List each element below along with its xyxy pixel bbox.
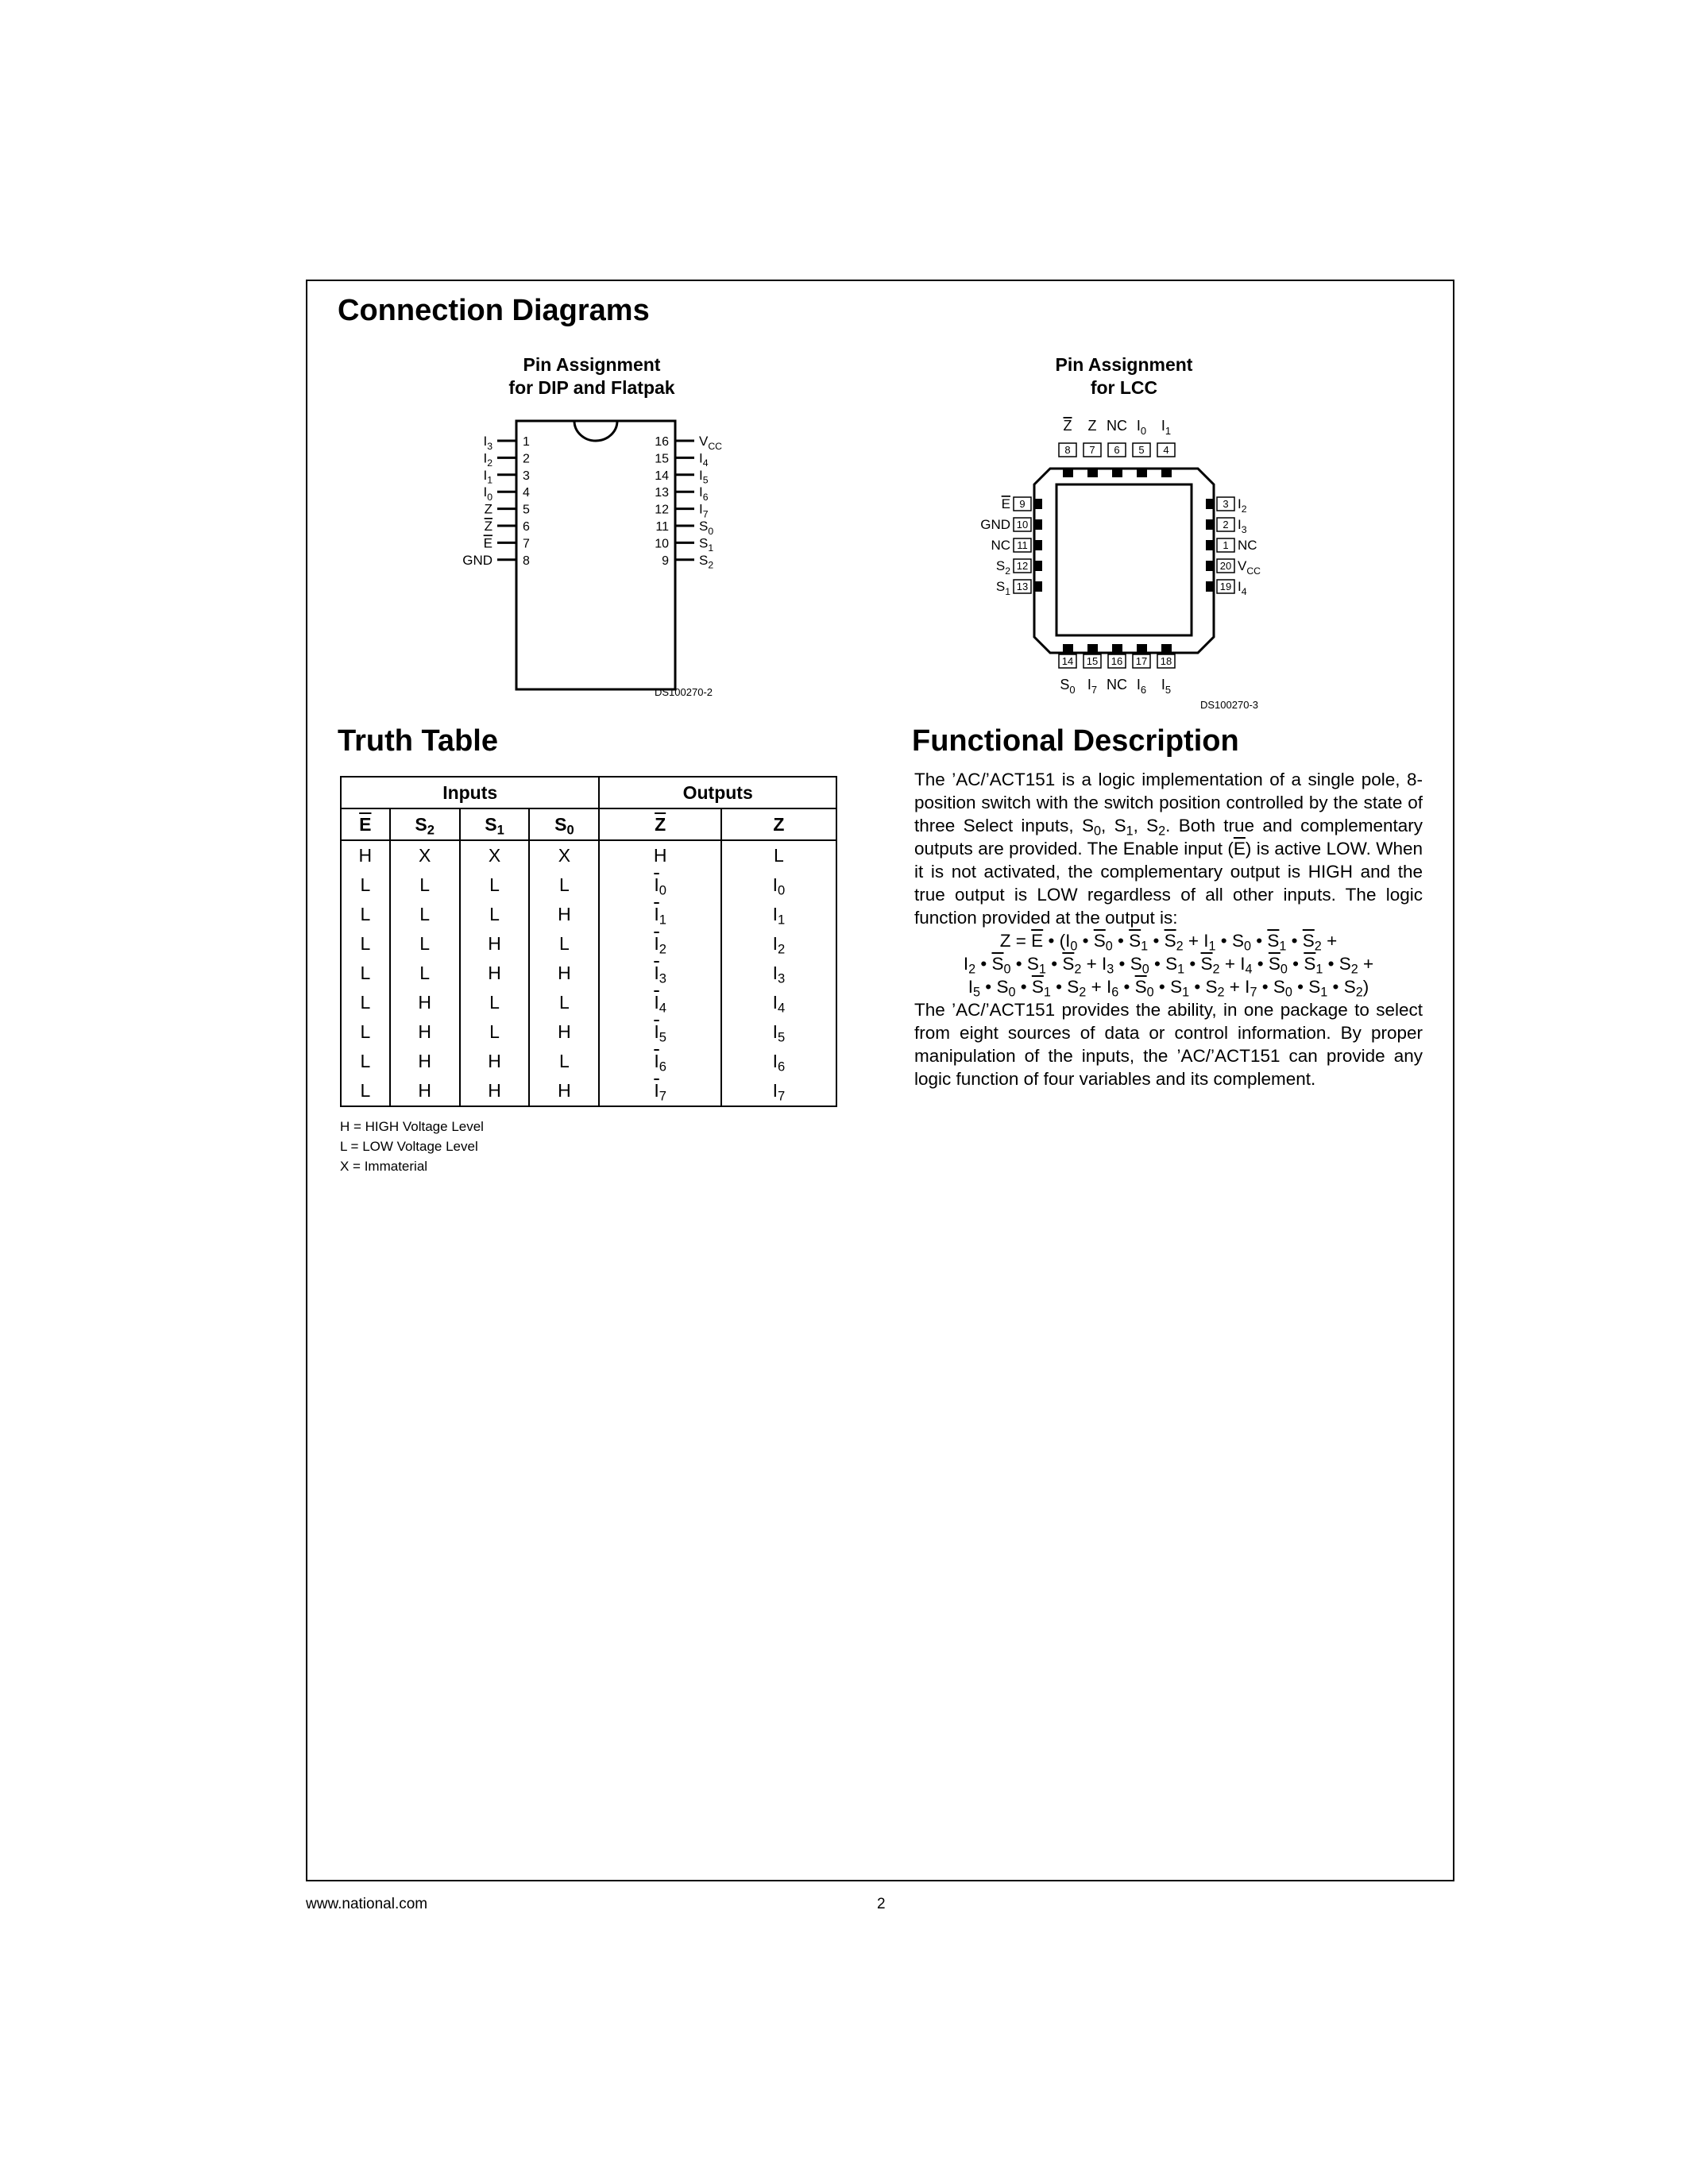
table-cell: L: [341, 1017, 390, 1047]
table-row: [341, 840, 836, 870]
lcc-pin-number: 16: [1111, 655, 1123, 667]
dip-pin-number: 6: [523, 520, 530, 534]
lcc-pin-label: $V_{CC}$: [1238, 558, 1261, 577]
lcc-pad: [1112, 644, 1122, 653]
lcc-pin-number: 19: [1219, 581, 1232, 592]
table-cell: $\overline{I}_1$: [599, 900, 721, 929]
lcc-pin-label: $I_7$: [1087, 677, 1098, 696]
lcc-pin-label: $I_3$: [1238, 517, 1247, 535]
lcc-pin-label: $S_1$: [995, 579, 1010, 597]
table-cell: X: [390, 840, 460, 870]
table-cell: H: [390, 988, 460, 1017]
table-cell: L: [341, 900, 390, 929]
lcc-pin-label: $I_4$: [1238, 579, 1247, 597]
table-cell: H: [529, 1017, 599, 1047]
functional-description-heading: Functional Description: [912, 724, 1239, 758]
dip-caption: [461, 353, 723, 399]
table-cell: $I_5$: [721, 1017, 836, 1047]
lcc-pin-number: 11: [1017, 539, 1028, 551]
functional-description: [914, 768, 1423, 1090]
lcc-pin-number: 6: [1114, 444, 1120, 456]
table-cell: H: [529, 900, 599, 929]
truth-table: [340, 776, 837, 1107]
table-cell: H: [460, 1076, 530, 1106]
dip-pin-label: $S_0$: [699, 519, 714, 537]
dip-pin-label: $V_{CC}$: [699, 434, 723, 452]
lcc-pin-label: E: [1001, 496, 1010, 511]
lcc-pin-number: 4: [1163, 444, 1169, 456]
table-cell: $I_0$: [721, 870, 836, 900]
table-cell: L: [460, 1017, 530, 1047]
dip-pin-label: Z: [484, 519, 492, 534]
lcc-pin-label: $I_0$: [1136, 418, 1147, 438]
lcc-pad: [1206, 540, 1214, 550]
table-cell: H: [390, 1047, 460, 1076]
equation-line: $I_5$ • $S_0$ • $\overline{S}_1$ • $S_2 + I_6$ • $\overline{S}_0$ • $S_1$ • $S_2 + I_7$ • $S_0$ • $S_1$ • $S_2$): [968, 977, 1369, 1000]
lcc-pad: [1063, 644, 1073, 653]
dip-pin-label: $I_3$: [483, 434, 492, 452]
table-cell: H: [460, 929, 530, 959]
table-cell: $I_3$: [721, 959, 836, 988]
table-cell: $\overline{I}_7$: [599, 1076, 721, 1106]
table-cell: $\overline{I}_2$: [599, 929, 721, 959]
logic-equation: [914, 929, 1423, 998]
lcc-pin-label: GND: [980, 517, 1010, 532]
lcc-pad: [1206, 561, 1214, 571]
lcc-pad: [1034, 540, 1042, 550]
dip-pin-label: $I_4$: [699, 450, 709, 469]
truth-table-heading: Truth Table: [338, 724, 498, 758]
table-cell: L: [341, 870, 390, 900]
dip-pin-label: $S_1$: [699, 535, 714, 554]
dip-pin-number: 4: [523, 486, 530, 500]
table-row: [341, 1047, 836, 1076]
page-number: 2: [877, 1896, 886, 1912]
table-cell: L: [341, 988, 390, 1017]
lcc-pin-label: $I_2$: [1238, 496, 1247, 515]
table-row: [341, 988, 836, 1017]
dip-caption-line1: Pin Assignment: [523, 354, 661, 375]
outputs-group-header: Outputs: [599, 777, 836, 808]
equation-line: $Z = \overline{E}$ • ($I_0$ • $\overline{S}_0$ • $\overline{S}_1$ • $\overline{S}_2 + I_1$ • $S_0$ • $\overline{S}_1$ • $\overline{S}_2$ +: [999, 931, 1338, 954]
table-cell: L: [390, 870, 460, 900]
lcc-figure-ref: DS100270-3: [1200, 699, 1258, 711]
lcc-pin-label: $I_1$: [1161, 418, 1172, 438]
lcc-pad: [1206, 499, 1214, 509]
table-cell: $I_6$: [721, 1047, 836, 1076]
lcc-pad: [1206, 519, 1214, 530]
lcc-pin-number: 12: [1016, 560, 1029, 572]
table-cell: H: [460, 959, 530, 988]
lcc-pad: [1087, 469, 1098, 477]
lcc-pad: [1034, 519, 1042, 530]
legend-immaterial: X = Immaterial: [340, 1159, 428, 1174]
lcc-pin-number: 1: [1223, 539, 1229, 551]
dip-pin-number: 11: [655, 520, 669, 534]
dip-pin-number: 1: [523, 435, 530, 449]
dip-figure-ref: DS100270-2: [655, 686, 713, 698]
table-cell: L: [341, 959, 390, 988]
dip-package-diagram: [445, 413, 747, 691]
table-row: [341, 1017, 836, 1047]
table-cell: H: [529, 959, 599, 988]
lcc-caption-line2: for LCC: [1090, 377, 1158, 398]
lcc-pad: [1034, 581, 1042, 592]
lcc-pin-number: 5: [1138, 444, 1145, 456]
dip-caption-line2: for DIP and Flatpak: [508, 377, 675, 398]
table-row: [341, 929, 836, 959]
dip-pin-label: $I_1$: [483, 467, 492, 486]
dip-body: [516, 421, 675, 689]
lcc-pin-number: 8: [1064, 444, 1071, 456]
table-cell: L: [721, 840, 836, 870]
lcc-pin-number: 17: [1135, 655, 1148, 667]
table-row: [341, 959, 836, 988]
lcc-package-diagram: [953, 405, 1287, 699]
dip-pin-label: $I_2$: [483, 450, 492, 469]
table-cell: $\overline{I}_4$: [599, 988, 721, 1017]
dip-pin-number: 15: [655, 452, 669, 466]
table-cell: L: [529, 870, 599, 900]
lcc-pin-label: Z: [1087, 418, 1097, 434]
lcc-pin-label: Z: [1063, 418, 1072, 434]
lcc-pin-number: 20: [1219, 560, 1232, 572]
table-cell: $I_2$: [721, 929, 836, 959]
dip-pin-number: 8: [523, 554, 530, 568]
dip-pin-number: 3: [523, 469, 530, 483]
table-cell: H: [390, 1076, 460, 1106]
table-cell: L: [341, 1047, 390, 1076]
table-cell: L: [529, 988, 599, 1017]
lcc-pin-label: NC: [1107, 418, 1127, 434]
lcc-pad: [1137, 644, 1147, 653]
table-row: [341, 1076, 836, 1106]
table-cell: L: [341, 1076, 390, 1106]
lcc-pin-number: 2: [1223, 519, 1229, 531]
lcc-pad: [1034, 561, 1042, 571]
table-cell: H: [341, 840, 390, 870]
table-cell: $\overline{I}_6$: [599, 1047, 721, 1076]
dip-pin-label: Z: [484, 501, 492, 517]
functional-para-2: The ’AC/’ACT151 provides the ability, in one package to select from eight sources of data or control information. By proper manipulation of the inputs, the ’AC/’ACT151 can provide any logic function of four variables and its complement.: [914, 1000, 1423, 1089]
dip-pin-number: 9: [662, 554, 669, 568]
lcc-die-cavity: [1056, 484, 1192, 635]
table-cell: $\overline{I}_5$: [599, 1017, 721, 1047]
table-cell: $I_1$: [721, 900, 836, 929]
table-cell: $\overline{I}_0$: [599, 870, 721, 900]
dip-pin-label: $I_7$: [699, 501, 709, 520]
lcc-body: [1034, 469, 1214, 653]
lcc-pin-number: 14: [1061, 655, 1074, 667]
lcc-caption-line1: Pin Assignment: [1055, 354, 1193, 375]
table-cell: $I_4$: [721, 988, 836, 1017]
dip-pin-number: 14: [655, 469, 669, 483]
equation-line: $I_2$ • $\overline{S}_0$ • $S_1$ • $\overline{S}_2 + I_3$ • $S_0$ • $S_1$ • $\overline{S}_2 + I_4$ • $\overline{S}_0$ • $\overline{S}_1$ • $S_2$ +: [963, 954, 1374, 977]
table-cell: L: [460, 870, 530, 900]
table-cell: L: [529, 1047, 599, 1076]
truth-table-legend: [340, 1117, 484, 1176]
table-cell: X: [460, 840, 530, 870]
connection-diagrams-heading: Connection Diagrams: [338, 294, 650, 327]
lcc-pad: [1112, 469, 1122, 477]
dip-notch: [574, 421, 617, 441]
dip-pin-number: 5: [523, 503, 530, 517]
column-header: Z: [721, 808, 836, 840]
footer-url[interactable]: www.national.com: [306, 1896, 428, 1912]
table-cell: L: [341, 929, 390, 959]
legend-low: L = LOW Voltage Level: [340, 1139, 478, 1154]
functional-para-1: The ’AC/’ACT151 is a logic implementation of a single pole, 8-position switch with the switch position controlled by the state of three Select inputs, $S_0$, $S_1$, $S_2$. Both true and complementary outputs are provided. The Enable input $(\overline{E})$ is active LOW. When it is not activated, the complementary output is HIGH and the true output is LOW regardless of all other inputs. The logic function provided at the output is:: [914, 770, 1423, 928]
column-header: $\overline{E}$: [341, 808, 390, 840]
lcc-pin-label: NC: [1107, 677, 1127, 693]
lcc-pin-number: 9: [1019, 498, 1026, 510]
lcc-caption: [993, 353, 1255, 399]
dip-pin-label: $S_2$: [699, 552, 714, 571]
dip-pin-label: GND: [462, 552, 492, 568]
table-cell: X: [529, 840, 599, 870]
lcc-pad: [1087, 644, 1098, 653]
dip-pin-label: $I_6$: [699, 484, 709, 503]
dip-pin-number: 12: [655, 503, 669, 517]
lcc-pin-number: 18: [1160, 655, 1172, 667]
dip-pin-number: 16: [655, 435, 669, 449]
table-cell: L: [390, 929, 460, 959]
lcc-pin-number: 7: [1089, 444, 1095, 456]
dip-pin-number: 2: [523, 452, 530, 466]
column-header: $S_0$: [529, 808, 599, 840]
table-row: [341, 870, 836, 900]
table-cell: L: [390, 900, 460, 929]
table-row: [341, 900, 836, 929]
lcc-pin-number: 3: [1223, 498, 1229, 510]
lcc-pin-label: $I_6$: [1136, 677, 1147, 696]
lcc-pin-number: 10: [1016, 519, 1029, 531]
lcc-pin-label: $I_5$: [1161, 677, 1172, 696]
column-header: $\overline{Z}$: [599, 808, 721, 840]
table-cell: H: [529, 1076, 599, 1106]
table-cell: L: [460, 900, 530, 929]
table-cell: L: [529, 929, 599, 959]
lcc-pad: [1063, 469, 1073, 477]
table-cell: L: [390, 959, 460, 988]
table-cell: H: [599, 840, 721, 870]
column-header: $S_2$: [390, 808, 460, 840]
lcc-pin-label: NC: [991, 538, 1010, 553]
lcc-pad: [1137, 469, 1147, 477]
lcc-pin-number: 15: [1086, 655, 1099, 667]
table-cell: $\overline{I}_3$: [599, 959, 721, 988]
dip-pin-number: 10: [655, 537, 669, 551]
dip-pin-number: 7: [523, 537, 530, 551]
table-cell: H: [390, 1017, 460, 1047]
table-cell: $I_7$: [721, 1076, 836, 1106]
legend-high: H = HIGH Voltage Level: [340, 1119, 484, 1134]
lcc-pad: [1161, 644, 1172, 653]
lcc-pin-label: $S_2$: [995, 558, 1010, 577]
dip-pin-label: $I_0$: [483, 484, 492, 503]
lcc-pad: [1206, 581, 1214, 592]
column-header: $S_1$: [460, 808, 530, 840]
lcc-pin-label: $S_0$: [1060, 677, 1076, 696]
lcc-pin-number: 13: [1016, 581, 1029, 592]
table-cell: L: [460, 988, 530, 1017]
inputs-group-header: Inputs: [341, 777, 599, 808]
lcc-pad: [1034, 499, 1042, 509]
dip-pin-label: $I_5$: [699, 467, 709, 486]
dip-pin-label: E: [483, 535, 492, 551]
dip-pin-number: 13: [655, 486, 669, 500]
lcc-pin-label: NC: [1238, 538, 1257, 553]
table-cell: H: [460, 1047, 530, 1076]
lcc-pad: [1161, 469, 1172, 477]
